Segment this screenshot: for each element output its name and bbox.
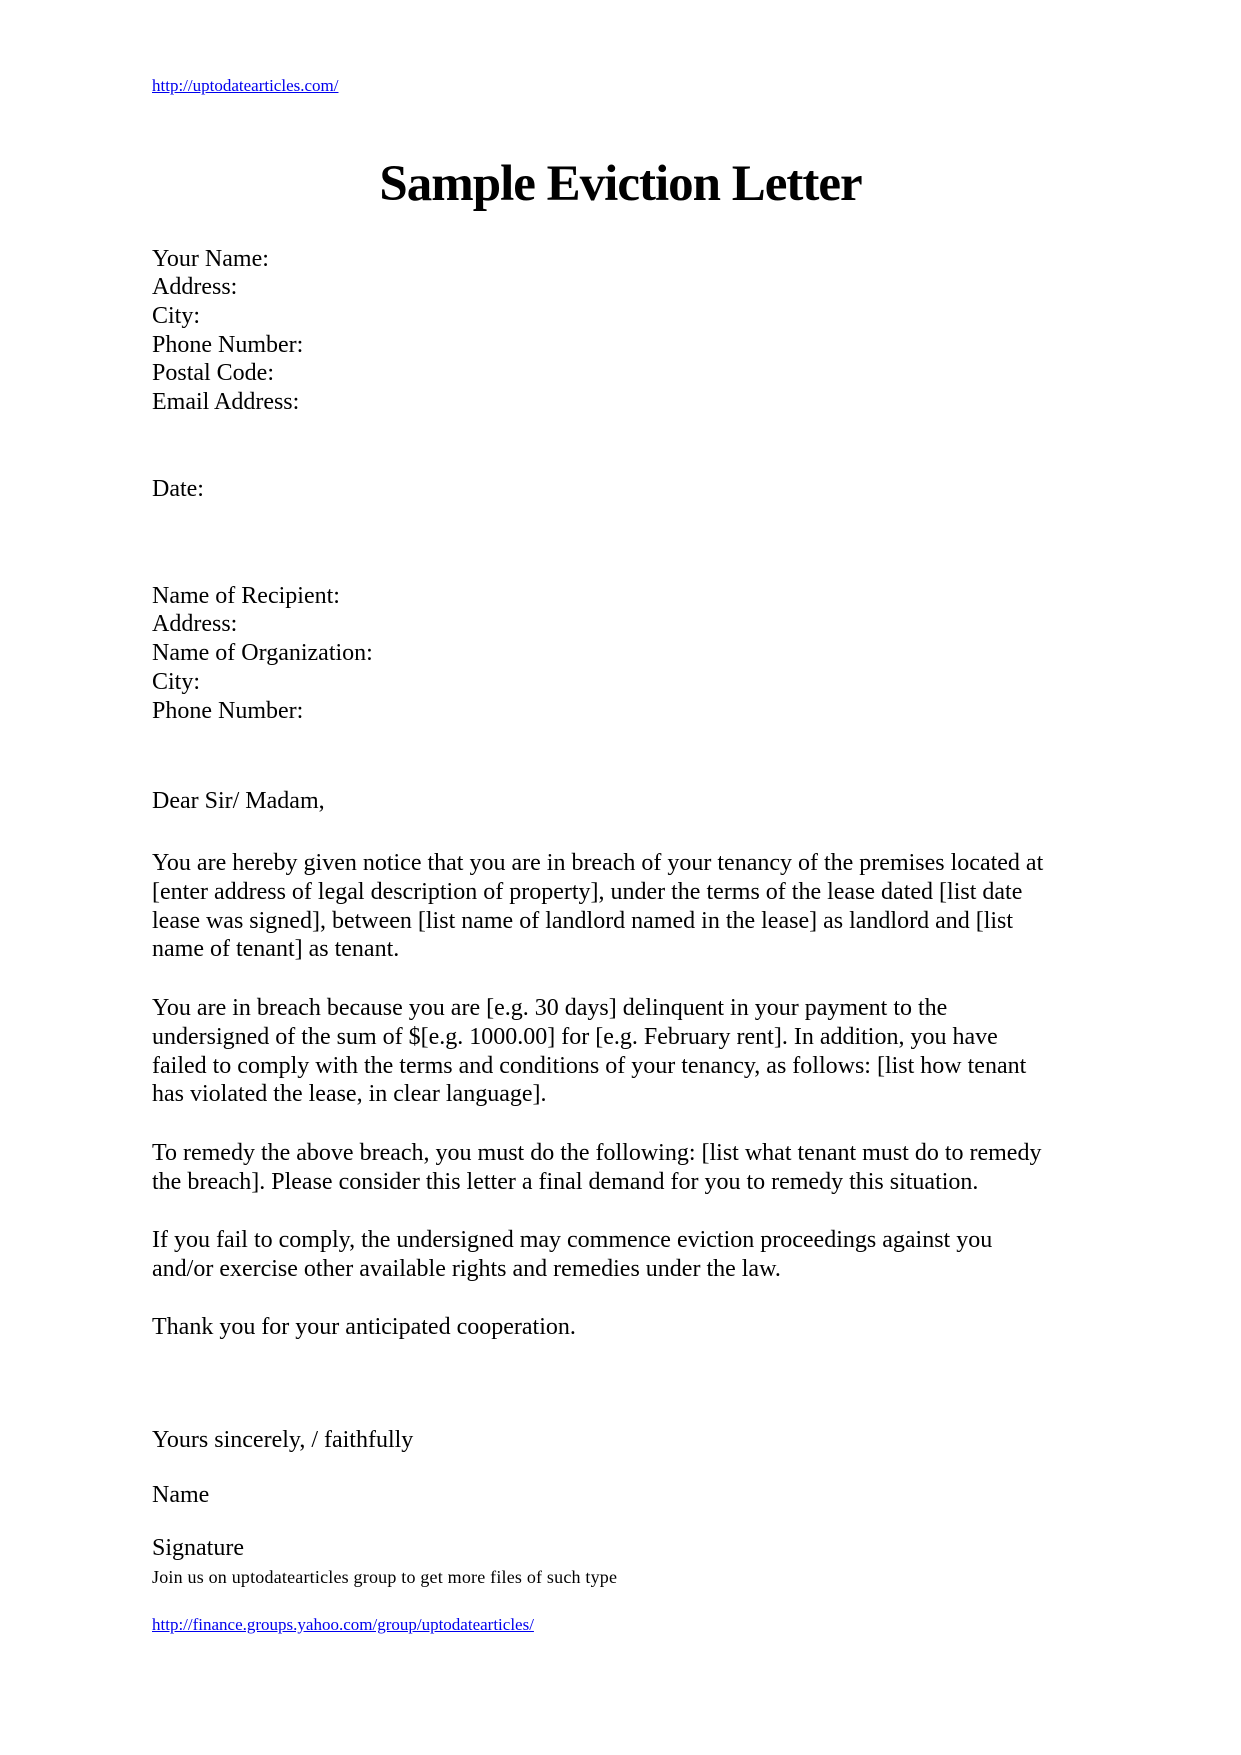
paragraph-line: the breach]. Please consider this letter a final demand for you to remedy this situation. <box>152 1168 979 1195</box>
paragraph-breach <box>152 994 1092 1109</box>
sender-city-label: City: <box>152 303 201 329</box>
sender-postal-label: Postal Code: <box>152 360 275 386</box>
paragraph-line: You are hereby given notice that you are in breach of your tenancy of the premises located at <box>152 850 1044 876</box>
recipient-organization-label: Name of Organization: <box>152 640 373 666</box>
name-label: Name <box>152 1482 210 1508</box>
paragraph-line: has violated the lease, in clear language]. <box>152 1081 547 1108</box>
date-label: Date: <box>152 476 204 502</box>
promo-text: Join us on uptodatearticles group to get more files of such type <box>152 1567 618 1587</box>
salutation: Dear Sir/ Madam, <box>152 788 325 814</box>
paragraph-line: lease was signed], between [list name of landlord named in the lease] as landlord and [list <box>152 907 1014 934</box>
recipient-city-label: City: <box>152 669 201 695</box>
paragraph-line: If you fail to comply, the undersigned may commence eviction proceedings against you <box>152 1227 993 1253</box>
paragraph-line: name of tenant] as tenant. <box>152 936 400 963</box>
paragraph-line: undersigned of the sum of $[e.g. 1000.00] for [e.g. February rent]. In addition, you have <box>152 1023 998 1050</box>
sender-name-label: Your Name: <box>152 246 269 272</box>
signature-label: Signature <box>152 1535 244 1561</box>
paragraph-line: You are in breach because you are [e.g. 30 days] delinquent in your payment to the <box>152 995 948 1021</box>
paragraph-notice <box>152 849 1092 964</box>
paragraph-remedy <box>152 1139 1092 1197</box>
sender-email-label: Email Address: <box>152 389 300 415</box>
sender-phone-label: Phone Number: <box>152 332 304 358</box>
recipient-address-label: Address: <box>152 611 238 637</box>
footer-link[interactable]: http://finance.groups.yahoo.com/group/uptodatearticles/ <box>152 1615 534 1634</box>
paragraph-line: To remedy the above breach, you must do the following: [list what tenant must do to remedy <box>152 1140 1042 1166</box>
closing-line: Yours sincerely, / faithfully <box>152 1427 414 1453</box>
paragraph-line: failed to comply with the terms and conditions of your tenancy, as follows: [list how tenant <box>152 1052 1027 1079</box>
recipient-phone-label: Phone Number: <box>152 698 304 724</box>
paragraph-line: [enter address of legal description of property], under the terms of the lease dated [list date <box>152 878 1023 905</box>
paragraph-line: and/or exercise other available rights and remedies under the law. <box>152 1255 781 1282</box>
thanks-line: Thank you for your anticipated cooperation. <box>152 1314 576 1340</box>
paragraph-consequence <box>152 1226 1092 1284</box>
sender-address-label: Address: <box>152 274 238 300</box>
recipient-name-label: Name of Recipient: <box>152 583 340 609</box>
page-title: Sample Eviction Letter <box>379 156 862 212</box>
header-link[interactable]: http://uptodatearticles.com/ <box>152 76 339 95</box>
